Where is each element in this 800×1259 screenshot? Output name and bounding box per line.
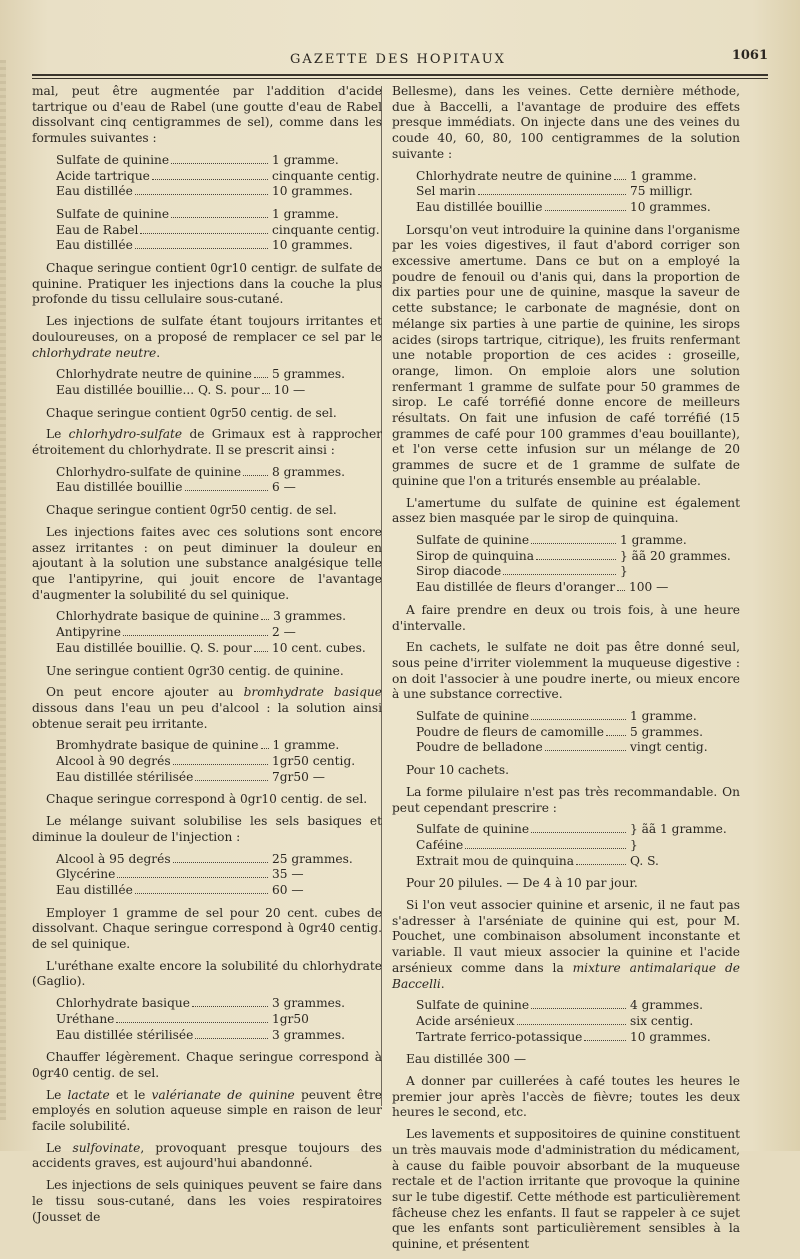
ingredient-amount: 10 grammes. [630,199,711,214]
ingredient-amount: 6 — [272,480,296,495]
ingredient-amount: 5 grammes. [272,367,345,382]
leader-dots [606,735,626,736]
paragraph: Le mélange suivant solubilise les sels basiques et diminue la douleur de l'injection : [32,814,382,844]
ingredient-amount: cinquante centig. [272,168,380,183]
ingredient-name: Sulfate de quinine [416,532,530,547]
ingredient-name: Eau distillée stérilisée [56,1027,194,1042]
formula-row [416,740,740,756]
emphasis: chlorhydro-sulfate [68,427,183,442]
formula-row [416,200,740,216]
ingredient-name: Alcool à 90 degrés [56,754,171,769]
ingredient-amount: 100 — [629,580,669,595]
ingredient-amount: 4 grammes. [630,998,703,1013]
ingredient-amount: 2 — [272,625,296,640]
formula-row [56,754,382,770]
formula-row [416,838,740,854]
page-header [28,48,768,70]
paragraph: Pour 10 cachets. [406,763,509,778]
paragraph: A faire prendre en deux ou trois fois, à une heure d'intervalle. [392,602,740,633]
leader-dots [171,217,268,218]
ingredient-name: Eau distillée bouillie [56,480,183,495]
page-number: 1061 [731,48,768,63]
ingredient-amount: 1 gramme. [620,532,687,547]
ingredient-name: Acide tartrique [56,168,150,183]
ingredient-amount: vingt centig. [630,740,708,755]
formula-row [416,998,740,1014]
ingredient-amount: 25 grammes. [272,851,353,866]
ingredient-amount: 3 grammes. [272,1027,345,1042]
ingredient-name: Eau distillée bouillie [416,199,543,214]
ingredient-amount: 10 grammes. [272,184,353,199]
page-binding-edge [0,60,6,1120]
paragraph: L'uréthane exalte encore la solubilité du chlorhydrate (Gaglio). [32,958,382,989]
leader-dots [262,393,270,394]
emphasis: chlorhydrate neutre [32,345,157,360]
formula-row [56,609,382,625]
paragraph: Employer 1 gramme de sel pour 20 cent. cubes de dissolvant. Chaque seringue correspond à 0gr40 centig. de sel quinique. [32,905,382,952]
emphasis: bromhydrate basique [243,685,382,700]
leader-dots [517,1024,626,1025]
ingredient-name: Chlorhydrate basique [56,996,190,1011]
ingredient-name: Eau de Rabel [56,222,139,237]
leader-dots [531,832,626,833]
ingredient-amount: 1gr50 [272,1011,309,1026]
formula-row [56,238,382,254]
paragraph: mal, peut être augmentée par l'addition d'acide tartrique ou d'eau de Rabel (une goutte d'eau de Rabel dissolvant cinq centigrammes de sel), comme dans les formules suivantes : [32,84,382,146]
leader-dots [254,377,268,378]
ingredient-name: Eau distillée [56,184,133,199]
leader-dots [614,179,626,180]
ingredient-amount: 1 gramme. [630,168,697,183]
formula-row [416,169,740,185]
formula-row [56,852,382,868]
paragraph: On peut encore ajouter au bromhydrate basique dissous dans l'eau un peu d'alcool : la solution ainsi obtenue serait peu irritante. [32,685,382,731]
ingredient-name: Alcool à 95 degrés [56,851,171,866]
ingredient-amount: 10 — [273,382,306,397]
paragraph: L'amertume du sulfate de quinine est également assez bien masquée par le sirop de quinquina. [392,495,740,526]
ingredient-name: Eau distillée bouillie. Q. S. pour [56,640,252,655]
ingredient-name: Poudre de belladone [416,740,543,755]
formula-row [56,770,382,786]
ingredient-amount: 10 grammes. [630,1029,711,1044]
formula-block [56,367,382,398]
leader-dots [261,619,269,620]
header-rule [32,74,768,76]
ingredient-name: Sirop de quinquina [416,548,535,563]
ingredient-amount: 1gr50 centig. [272,754,356,769]
paragraph: Pour 20 pilules. — De 4 à 10 par jour. [406,876,638,891]
formula-row [56,625,382,641]
emphasis: valérianate de quinine [151,1087,295,1102]
formula-block [56,465,382,496]
ingredient-amount: 10 cent. cubes. [272,640,366,655]
leader-dots [584,1040,626,1041]
formula-row [56,738,382,754]
paragraph: Chaque seringue contient 0gr50 centig. de sel. [46,503,337,518]
ingredient-name: Antipyrine [56,625,121,640]
leader-dots [545,210,626,211]
paragraph: Bellesme), dans les veines. Cette dernière méthode, due à Baccelli, a l'avantage de produire des effets presque immédiats. On injecte dans une des veines du coude 40, 60, 80, 100 centigrammes de la solution suivante : [392,84,740,161]
paragraph: Chauffer légèrement. Chaque seringue correspond à 0gr40 centig. de sel. [32,1050,382,1080]
paragraph: Le chlorhydro-sulfate de Grimaux est à rapprocher étroitement du chlorhydrate. Il se prescrit ainsi : [32,427,383,458]
ingredient-amount: 3 grammes. [272,996,345,1011]
ingredient-name: Uréthane [56,1011,115,1026]
paragraph: Chaque seringue contient 0gr50 centig. de sel. [46,405,337,420]
ingredient-amount: 35 — [272,867,304,882]
ingredient-amount: 7gr50 — [272,769,325,784]
formula-block [56,609,382,656]
ingredient-amount: six centig. [630,1013,694,1028]
header-rule-thin [32,78,768,79]
paragraph: Chaque seringue correspond à 0gr10 centig. de sel. [46,792,368,807]
leader-dots [478,194,626,195]
formula-row [416,533,740,549]
leader-dots [152,179,268,180]
formula-row [56,184,382,200]
ingredient-amount: 1 gramme. [272,152,339,167]
ingredient-name: Chlorhydrate neutre de quinine [56,367,252,382]
leader-dots [243,475,268,476]
formula-block [56,852,382,899]
ingredient-name: Caféine [416,837,464,852]
paragraph: Les lavements et suppositoires de quinine constituent un très mauvais mode d'administration du médicament, à cause du faible pouvoir absorbant de la muqueuse rectale et de l'action irritante que provoque la quinine sur le tube digestif. Cette méthode est particulièrement fâcheuse chez les enfants. Il faut se rappeler à ce sujet que les enfants sont particulièrement sensibles à la quinine, et présentent [392,1127,740,1252]
formula-row [56,480,382,496]
ingredient-name: Sulfate de quinine [416,822,530,837]
formula-row [56,153,382,169]
ingredient-name: Glycérine [56,867,116,882]
paragraph: Une seringue contient 0gr30 centig. de quinine. [46,663,344,678]
ingredient-amount: } [630,837,638,852]
leader-dots [617,590,625,591]
ingredient-amount: 1 gramme. [630,709,697,724]
formula-row [56,169,382,185]
formula-row [416,822,740,838]
right-column [392,84,740,1259]
formula-block [416,998,740,1045]
paragraph: La forme pilulaire n'est pas très recommandable. On peut cependant prescrire : [392,784,740,815]
formula-row [56,1012,382,1028]
formula-row [416,1030,740,1046]
leader-dots [171,163,268,164]
emphasis: mixture antimalarique de Baccelli [392,960,740,991]
paragraph: Les injections de sulfate étant toujours irritantes et douloureuses, on a proposé de remplacer ce sel par le chlorhydrate neutre. [32,314,382,360]
leader-dots [261,748,269,749]
leader-dots [531,1008,626,1009]
ingredient-amount: 10 grammes. [272,238,353,253]
emphasis: sulfovinate [72,1140,141,1155]
ingredient-name: Bromhydrate basique de quinine [56,738,259,753]
ingredient-amount: cinquante centig. [272,222,380,237]
leader-dots [531,543,616,544]
ingredient-name: Sulfate de quinine [56,152,170,167]
ingredient-amount: 1 gramme. [272,206,339,221]
leader-dots [195,1038,268,1039]
ingredient-name: Eau distillée stérilisée [56,769,194,784]
formula-block [56,996,382,1043]
leader-dots [531,719,626,720]
formula-row [56,223,382,239]
leader-dots [140,233,268,234]
ingredient-amount: } ãã 20 grammes. [620,548,731,563]
formula-row [416,549,740,565]
formula-block [56,153,382,200]
ingredient-name: Chlorhydrate neutre de quinine [416,168,612,183]
paragraph: Lorsqu'on veut introduire la quinine dans l'organisme par les voies digestives, il faut d'abord corriger son excessive amertume. Dans ce but on a employé la poudre de fenouil ou d'anis qui, dans la proportion de dix parties pour une de quinine, masque la saveur de cette substance; le carbonate de magnésie, dont on mélange six parties à une partie de quinine, les sirops acides (sirops tartrique, citrique), les fruits renfermant une notable proportion de ces acides : groseille, orange, limon. On emploie alors une solution renfermant 1 gramme de sulfate pour 50 grammes de sirop. Le café torréfié donne encore de meilleurs résultats. On fait une infusion de café torréfié (15 grammes de café pour 100 grammes d'eau bouillante), et l'on verse cette infusion sur un mélange de 20 grammes de sucre et de 1 gramme de sulfate de quinine que l'on a triturés ensemble au préalable. [392,222,740,488]
formula-row [416,725,740,741]
ingredient-name: Sulfate de quinine [416,998,530,1013]
formula-row [56,383,382,399]
formula-row [416,854,740,870]
leader-dots [465,848,626,849]
paragraph: Chaque seringue contient 0gr10 centigr. de sulfate de quinine. Pratiquer les injections dans la couche la plus profonde du tissu cellulaire sous-cutané. [32,261,382,307]
ingredient-amount: } ãã 1 gramme. [630,822,727,837]
leader-dots [576,864,626,865]
formula-block [56,738,382,785]
leader-dots [536,559,616,560]
paragraph: Le sulfovinate, provoquant presque toujours des accidents graves, est aujourd'hui abandonné. [32,1140,382,1171]
formula-block [56,207,382,254]
emphasis: lactate [67,1087,110,1102]
paragraph: Le lactate et le valérianate de quinine peuvent être employés en solution aqueuse simple en raison de leur facile solubilité. [32,1087,382,1134]
leader-dots [116,1022,268,1023]
formula-row [56,867,382,883]
formula-block [416,822,740,869]
leader-dots [185,490,268,491]
formula-block [416,533,740,596]
ingredient-name: Eau distillée de fleurs d'oranger [416,580,616,595]
leader-dots [117,877,268,878]
ingredient-name: Chlorhydro-sulfate de quinine [56,464,242,479]
leader-dots [195,780,268,781]
paragraph: Si l'on veut associer quinine et arsenic, il ne faut pas s'adresser à l'arséniate de quinine qui est, pour M. Pouchet, une combinaison absolument inconstante et variable. Il vaut mieux associer la quinine et l'acide arsénieux comme dans la mixture antimalarique de Baccelli. [392,898,740,991]
ingredient-name: Extrait mou de quinquina [416,853,574,868]
formula-row [56,1028,382,1044]
formula-block [416,169,740,216]
leader-dots [123,635,268,636]
formula-row [56,465,382,481]
ingredient-name: Eau distillée [56,882,133,897]
leader-dots [254,651,268,652]
formula-row [416,564,740,580]
formula-row [56,641,382,657]
ingredient-name: Tartrate ferrico-potassique [416,1029,583,1044]
ingredient-name: Eau distillée [56,238,133,253]
ingredient-name: Poudre de fleurs de camomille [416,724,604,739]
paragraph: Les injections de sels quiniques peuvent se faire dans le tissu sous-cutané, dans les voies respiratoires (Jousset de [32,1178,382,1224]
journal-title: GAZETTE DES HOPITAUX [290,52,506,67]
ingredient-amount: 5 grammes. [630,724,703,739]
ingredient-name: Chlorhydrate basique de quinine [56,609,260,624]
ingredient-name: Sirop diacode [416,564,502,579]
formula-block [416,709,740,756]
leader-dots [173,862,268,863]
leader-dots [545,750,626,751]
paragraph: Eau distillée 300 — [406,1052,527,1067]
leader-dots [135,893,268,894]
leader-dots [173,764,268,765]
formula-row [56,996,382,1012]
formula-row [416,580,740,596]
left-column [32,84,382,1231]
ingredient-amount: 60 — [272,882,304,897]
ingredient-amount: 1 gramme. [272,738,340,753]
leader-dots [192,1006,268,1007]
formula-row [56,883,382,899]
formula-row [56,207,382,223]
ingredient-amount: Q. S. [630,853,659,868]
formula-row [416,1014,740,1030]
leader-dots [135,248,268,249]
paragraph: Les injections faites avec ces solutions sont encore assez irritantes : on peut diminuer la douleur en ajoutant à la solution une substance analgésique telle que l'antipyrine, qui jouit encore de l'avantage d'augmenter la solubilité du sel quinique. [32,524,382,602]
formula-row [56,367,382,383]
paragraph: En cachets, le sulfate ne doit pas être donné seul, sous peine d'irriter violemment la muqueuse digestive : on doit l'associer à une poudre inerte, ou mieux encore à une substance corrective. [392,640,740,702]
ingredient-name: Sulfate de quinine [56,206,170,221]
ingredient-amount: 3 grammes. [273,609,347,624]
ingredient-name: Acide arsénieux [416,1013,515,1028]
ingredient-name: Sulfate de quinine [416,709,530,724]
leader-dots [135,194,268,195]
ingredient-name: Sel marin [416,184,476,199]
ingredient-amount: 8 grammes. [272,464,345,479]
formula-row [416,709,740,725]
ingredient-amount: 75 milligr. [630,184,693,199]
formula-row [416,184,740,200]
ingredient-name: Eau distillée bouillie... Q. S. pour [56,382,260,397]
ingredient-amount: } [620,564,628,579]
paragraph: A donner par cuillerées à café toutes les heures le premier jour après l'accès de fièvre; toutes les deux heures le second, etc. [392,1074,740,1120]
leader-dots [503,574,616,575]
